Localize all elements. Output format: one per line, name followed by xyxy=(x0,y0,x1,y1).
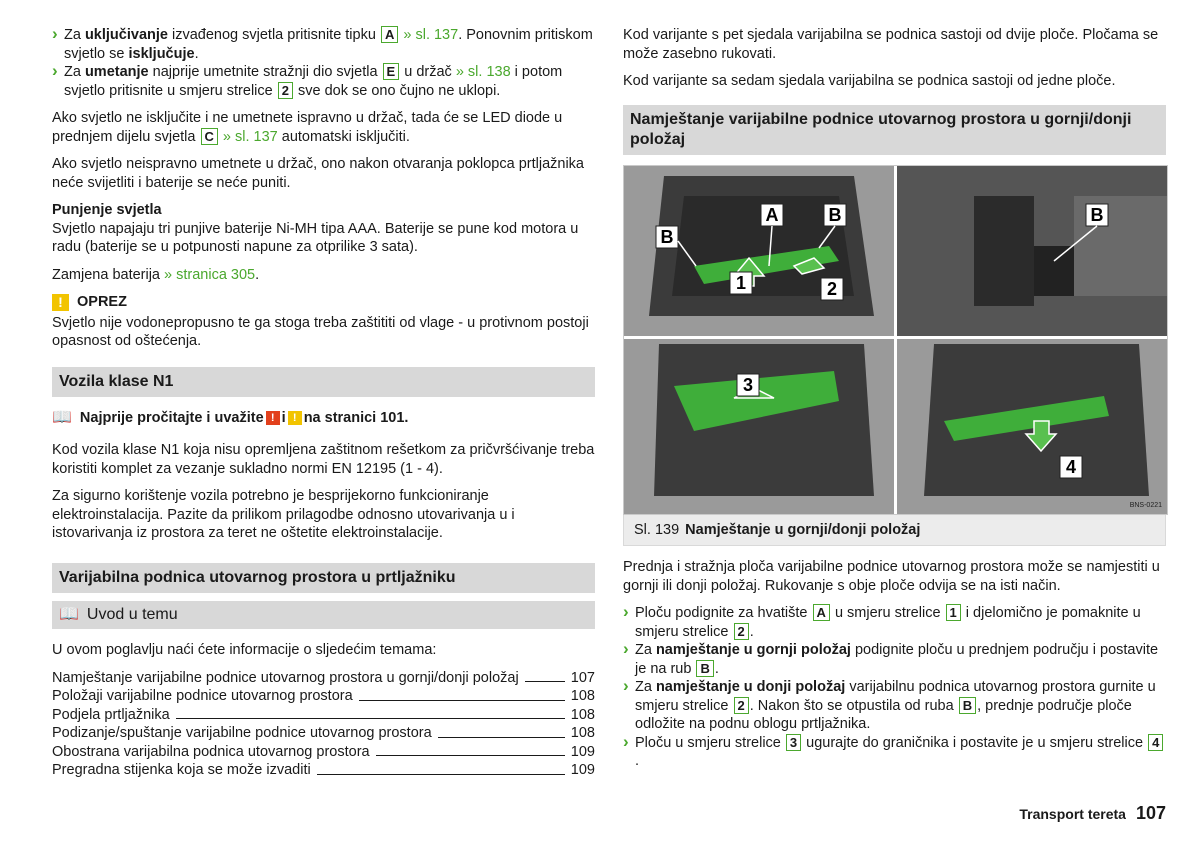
page-number: 107 xyxy=(1135,803,1166,823)
book-icon: 📖 xyxy=(59,605,79,623)
figure-label-b1: B xyxy=(828,204,842,225)
toc-entry-page: 109 xyxy=(570,743,595,760)
bullet-upper: › Za namještanje u gornji položaj podignite ploču u prednjem području i postavite je na rub B . xyxy=(623,641,1166,678)
caution-text: Svjetlo nije vodonepropusno te ga stoga treba zaštititi od vlage - u protivnom postoji opasnost od oštećenja. xyxy=(52,314,589,349)
para-front-rear: Prednja i stražnja ploča varijabilne podnice utovarnog prostora može se namjestiti u gornji ili donji položaj. Rukovanje s obje ploče odvija se na isti način. xyxy=(623,559,1160,594)
toc-entry-page: 108 xyxy=(570,688,595,704)
section-n1-heading: Vozila klase N1 xyxy=(52,367,595,397)
caution-heading: ! OPREZ xyxy=(52,293,595,312)
toc-entry[interactable] xyxy=(52,669,595,688)
toc-entry-title: Položaji varijabilne podnice utovarnog prostora xyxy=(52,688,353,704)
figure-code: BNS-0221 xyxy=(1129,501,1162,509)
toc-leader xyxy=(176,718,565,719)
figure-caption: Sl. 139 Namještanje u gornji/donji položaj xyxy=(623,515,1166,547)
figure-label-3: 3 xyxy=(742,374,754,395)
read-first-note: 📖 Najprije pročitajte i uvažite ! i ! na stranici 101. xyxy=(52,408,409,426)
bullet-switch-on: › Za uključivanje izvađenog svjetla pritisnite tipku A » sl. 137. Ponovnim pritiskom svjetlo se isključuje. xyxy=(52,26,595,63)
toc-entry-page: 109 xyxy=(570,762,595,778)
figure-label-b3: B xyxy=(1090,204,1104,225)
toc-entry-title: Podjela prtljažnika xyxy=(52,706,170,723)
para-wrong-insert: Ako svjetlo neispravno umetnete u držač, ono nakon otvaranja poklopca prtljažnika neće svijetliti i baterije se neće puniti. xyxy=(52,156,584,191)
section-adjust-heading: Namještanje varijabilne podnice utovarnog prostora u gornji/donji položaj xyxy=(623,105,1166,155)
warning-icon: ! xyxy=(52,294,69,311)
bullet-lift: › Ploču podignite za hvatište A u smjeru strelice 1 i djelomično je pomaknite u smjeru strelice 2 . xyxy=(623,604,1166,641)
toc-entry-title: Obostrana varijabilna podnica utovarnog prostora xyxy=(52,743,370,760)
figure-label-1: 1 xyxy=(735,272,747,293)
link-fig-137b[interactable]: » sl. 137 xyxy=(222,128,278,145)
toc-entry-title: Podizanje/spuštanje varijabilne podnice utovarnog prostora xyxy=(52,725,432,741)
intro-heading: 📖 Uvod u temu xyxy=(52,601,595,630)
figure-label-b2: B xyxy=(660,226,674,247)
toc-entry[interactable] xyxy=(52,743,595,762)
toc-leader xyxy=(376,755,565,756)
toc-leader xyxy=(438,737,565,738)
toc-leader xyxy=(359,700,565,701)
toc-leader xyxy=(317,774,565,775)
bullet-insert: › Za umetanje najprije umetnite stražnji dio svjetla E u držač » sl. 138 i potom svjetlo pritisnite u smjeru strelice 2 sve dok se ono čujno ne uklopi. xyxy=(52,63,595,100)
table-of-contents xyxy=(52,669,595,780)
warning-icon: ! xyxy=(288,411,302,425)
n1-para-2: Za sigurno korištenje vozila potrebno je besprijekorno funkcioniranje elektroinstalacija. Pazite da prilikom prilagodbe odnosno utovarivanja u i istovarivanja iz prostora za teret ne oštetite elektroinstalacije. xyxy=(52,488,515,541)
danger-icon: ! xyxy=(266,411,280,425)
toc-entry-page: 107 xyxy=(570,669,595,686)
para-seven-seats: Kod varijante sa sedam sjedala varijabilna se podnica sastoji od jedne ploče. xyxy=(623,73,1116,89)
link-fig-138[interactable]: » sl. 138 xyxy=(455,64,511,80)
link-page-305[interactable]: » stranica 305 xyxy=(164,266,256,283)
toc-entry[interactable] xyxy=(52,706,595,725)
toc-entry[interactable] xyxy=(52,687,595,706)
toc-entry-page: 108 xyxy=(570,706,595,723)
para-led: Ako svjetlo ne isključite i ne umetnete ispravno u držač, tada će se LED diode u prednjem dijelu svjetla C » sl. 137 automatski isključiti. xyxy=(52,110,563,145)
toc-entry-title: Pregradna stijenka koja se može izvaditi xyxy=(52,762,311,778)
charging-title: Punjenje svjetla xyxy=(52,202,162,218)
toc-entry-title: Namještanje varijabilne podnice utovarnog prostora u gornji/donji položaj xyxy=(52,669,519,686)
intro-text: U ovom poglavlju naći ćete informacije o sljedećim temama: xyxy=(52,642,437,658)
footer-title: Transport tereta xyxy=(1019,806,1126,822)
charging-text: Svjetlo napajaju tri punjive baterije Ni-MH tipa AAA. Baterije se pune kod motora u radu (baterije se u potpunosti napune za otprilike 3 sata). xyxy=(52,220,579,255)
toc-entry-page: 108 xyxy=(570,725,595,741)
section-variable-floor-heading: Varijabilna podnica utovarnog prostora u prtljažniku xyxy=(52,563,595,593)
bullet-lower: › Za namještanje u donji položaj varijabilnu podnica utovarnog prostora gurnite u smjeru strelice 2 . Nakon što se otpustila od ruba B , prednje područje ploče odložite na podnu oblogu prtljažnika. xyxy=(623,678,1166,734)
toc-entry[interactable] xyxy=(52,724,595,743)
battery-replace: Zamjena baterija » stranica 305. xyxy=(52,266,260,283)
right-column xyxy=(623,26,1166,771)
toc-entry[interactable] xyxy=(52,761,595,780)
para-five-seats: Kod varijante s pet sjedala varijabilna se podnica sastoji od dvije ploče. Pločama se može zasebno rukovati. xyxy=(623,27,1159,62)
figure-label-2: 2 xyxy=(826,278,838,299)
n1-para-1: Kod vozila klase N1 koja nisu opremljena zaštitnom rešetkom za pričvršćivanje treba koristiti komplet za vezanje sukladno normi EN 12195 (1 - 4). xyxy=(52,442,595,477)
figure-label-4: 4 xyxy=(1065,456,1077,477)
figure-illustration xyxy=(624,166,1167,514)
bullet-push: › Ploču u smjeru strelice 3 ugurajte do graničnika i postavite je u smjeru strelice 4. xyxy=(623,734,1166,771)
figure-139 xyxy=(623,165,1168,515)
left-column xyxy=(52,26,595,780)
book-icon: 📖 xyxy=(52,408,72,426)
link-fig-137[interactable]: » sl. 137 xyxy=(403,27,459,43)
toc-leader xyxy=(525,681,565,682)
page-footer xyxy=(1019,804,1166,824)
figure-label-a: A xyxy=(765,204,779,225)
